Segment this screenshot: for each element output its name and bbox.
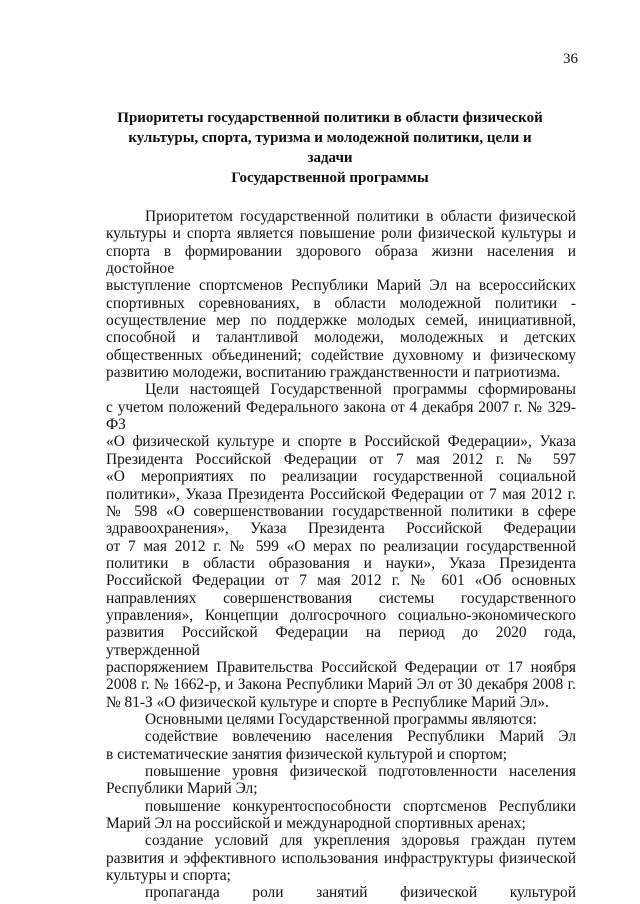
text-line: Российской Федерации от 7 мая 2012 г. № 601 «Об основных	[106, 572, 576, 590]
text-line: политики», Указа Президента Российской Федерации от 7 мая 2012 г.	[106, 485, 576, 503]
text-line: с учетом положений Федерального закона от 4 декабря 2007 г. № 329-ФЗ	[106, 398, 576, 434]
text-line: развитию молодежи, воспитанию гражданственности и патриотизма.	[106, 364, 561, 382]
text-line: пропаганда роли занятий физической культурой	[145, 884, 576, 902]
text-line: повышение уровня физической подготовленности населения	[145, 763, 576, 780]
text-line: здравоохранения», Указа Президента Российской Федерации	[106, 520, 576, 538]
page-number: 36	[563, 51, 578, 67]
body-text	[106, 208, 576, 902]
text-line: политики в области образования и науки», Указа Президента	[106, 554, 576, 572]
text-line: Основными целями Государственной программы являются:	[145, 710, 537, 728]
text-line: развития Российской Федерации на период до 2020 года, утвержденной	[106, 624, 576, 659]
text-line: № 81-З «О физической культуре и спорте в Республике Марий Эл».	[106, 693, 549, 711]
section-heading	[110, 108, 550, 188]
heading-line: культуры, спорта, туризма и молодежной политики, цели и задачи	[128, 130, 532, 166]
text-line: Марий Эл на российской и международной спортивных аренах;	[106, 815, 526, 833]
text-line: развития и эффективного использования инфраструктуры физической	[106, 849, 576, 867]
heading-line: Приоритеты государственной политики в области физической	[117, 110, 543, 126]
text-line: в систематические занятия физической культурой и спортом;	[106, 745, 508, 763]
text-line: содействие вовлечению населения Республики Марий Эл	[145, 728, 576, 746]
text-line: 2008 г. № 1662-р, и Закона Республики Марий Эл от 30 декабря 2008 г.	[106, 676, 576, 694]
text-line: распоряжением Правительства Российской Федерации от 17 ноября	[106, 658, 576, 676]
text-line: Приоритетом государственной политики в области физической	[145, 208, 576, 225]
text-line: культуры и спорта является повышение роли физической культуры и	[106, 225, 576, 243]
text-line: спорта в формировании здорового образа жизни населения и достойное	[106, 242, 576, 278]
text-line: выступление спортсменов Республики Марий Эл на всероссийских	[106, 277, 576, 295]
text-line: направлениях совершенствования системы государственного	[106, 589, 576, 607]
text-line: создание условий для укрепления здоровья граждан путем	[145, 832, 576, 850]
text-line: спортивных соревнованиях, в области молодежной политики -	[106, 294, 576, 312]
text-line: № 598 «О совершенствовании государственной политики в сфере	[106, 502, 576, 520]
heading-line: Государственной программы	[231, 170, 429, 186]
text-line: общественных объединений; содействие духовному и физическому	[106, 346, 576, 364]
text-line: способной и талантливой молодежи, молодежных и детских	[106, 329, 576, 347]
text-line: культуры и спорта;	[106, 867, 231, 885]
text-line: «О физической культуре и спорте в Российской Федерации», Указа	[106, 433, 576, 451]
text-line: осуществление мер по поддержке молодых семей, инициативной,	[106, 312, 576, 330]
text-line: повышение конкурентоспособности спортсменов Республики	[145, 797, 576, 815]
text-line: управления», Концепции долгосрочного социально-экономического	[106, 606, 576, 624]
text-line: Республики Марий Эл;	[106, 780, 258, 798]
text-line: Президента Российской Федерации от 7 мая 2012 г. № 597	[106, 450, 576, 468]
text-line: «О мероприятиях по реализации государственной социальной	[106, 468, 576, 486]
text-line: от 7 мая 2012 г. № 599 «О мерах по реализации государственной	[106, 537, 576, 555]
text-line: Цели настоящей Государственной программы сформированы	[145, 381, 576, 399]
